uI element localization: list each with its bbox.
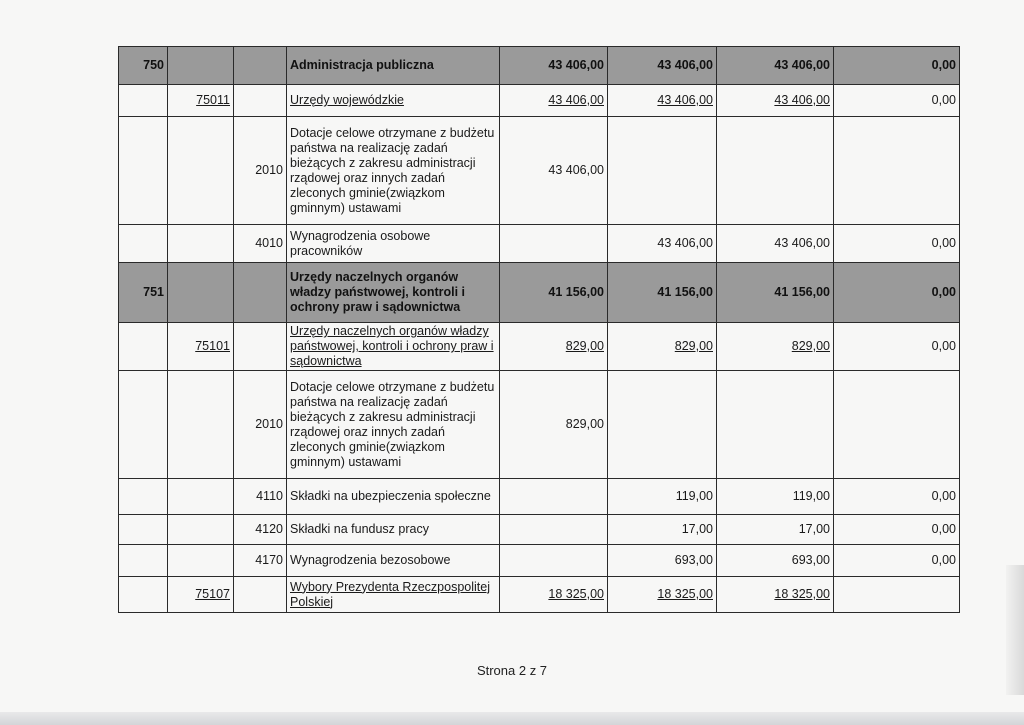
chapter-code-cell: [168, 515, 234, 545]
amount-3-cell: [717, 371, 834, 479]
description-cell: Urzędy naczelnych organów władzy państwowej, kontroli i ochrony praw i sądownictwa: [287, 263, 500, 323]
amount-3-cell: 693,00: [717, 545, 834, 577]
paragraph-code-cell: [234, 263, 287, 323]
amount-2-cell: 43 406,00: [608, 85, 717, 117]
description-cell: Składki na ubezpieczenia społeczne: [287, 479, 500, 515]
section-code-cell: [119, 225, 168, 263]
amount-2-cell: 43 406,00: [608, 47, 717, 85]
section-code-cell: [119, 515, 168, 545]
scan-bottom-band: [0, 712, 1024, 725]
amount-1-cell: [500, 515, 608, 545]
description-cell: Wynagrodzenia osobowe pracowników: [287, 225, 500, 263]
amount-4-cell: 0,00: [834, 263, 960, 323]
section-code-cell: 751: [119, 263, 168, 323]
section-code-cell: [119, 85, 168, 117]
item-row: [119, 515, 960, 545]
description-cell: Wynagrodzenia bezosobowe: [287, 545, 500, 577]
amount-1-cell: 829,00: [500, 323, 608, 371]
chapter-row: [119, 85, 960, 117]
amount-1-cell: 43 406,00: [500, 47, 608, 85]
chapter-code-cell: [168, 371, 234, 479]
section-row: [119, 263, 960, 323]
section-code-cell: [119, 371, 168, 479]
item-row: [119, 545, 960, 577]
chapter-code-cell: 75107: [168, 577, 234, 613]
amount-3-cell: 17,00: [717, 515, 834, 545]
amount-3-cell: 43 406,00: [717, 85, 834, 117]
amount-2-cell: 43 406,00: [608, 225, 717, 263]
paragraph-code-cell: 4010: [234, 225, 287, 263]
amount-2-cell: 119,00: [608, 479, 717, 515]
amount-2-cell: 829,00: [608, 323, 717, 371]
section-code-cell: [119, 479, 168, 515]
section-code-cell: 750: [119, 47, 168, 85]
amount-1-cell: 829,00: [500, 371, 608, 479]
item-row: [119, 225, 960, 263]
amount-4-cell: 0,00: [834, 479, 960, 515]
amount-4-cell: [834, 371, 960, 479]
paragraph-code-cell: 2010: [234, 371, 287, 479]
paragraph-code-cell: 4120: [234, 515, 287, 545]
amount-3-cell: [717, 117, 834, 225]
amount-2-cell: 41 156,00: [608, 263, 717, 323]
amount-3-cell: 119,00: [717, 479, 834, 515]
paragraph-code-cell: [234, 47, 287, 85]
paragraph-code-cell: [234, 85, 287, 117]
description-cell: Urzędy wojewódzkie: [287, 85, 500, 117]
paragraph-code-cell: 2010: [234, 117, 287, 225]
amount-4-cell: 0,00: [834, 545, 960, 577]
amount-4-cell: [834, 117, 960, 225]
section-row: [119, 47, 960, 85]
amount-2-cell: [608, 117, 717, 225]
amount-1-cell: 43 406,00: [500, 85, 608, 117]
paragraph-code-cell: [234, 577, 287, 613]
amount-1-cell: 43 406,00: [500, 117, 608, 225]
amount-4-cell: 0,00: [834, 85, 960, 117]
amount-4-cell: 0,00: [834, 515, 960, 545]
amount-3-cell: 43 406,00: [717, 47, 834, 85]
amount-3-cell: 18 325,00: [717, 577, 834, 613]
amount-1-cell: [500, 225, 608, 263]
chapter-code-cell: [168, 545, 234, 577]
amount-4-cell: 0,00: [834, 323, 960, 371]
chapter-code-cell: 75011: [168, 85, 234, 117]
description-cell: Administracja publiczna: [287, 47, 500, 85]
chapter-row: [119, 577, 960, 613]
amount-4-cell: [834, 577, 960, 613]
budget-table: [118, 46, 960, 613]
description-cell: Urzędy naczelnych organów władzy państwowej, kontroli i ochrony praw i sądownictwa: [287, 323, 500, 371]
description-cell: Dotacje celowe otrzymane z budżetu państwa na realizację zadań bieżących z zakresu administracji rządowej oraz innych zadań zleconych gminie(związkom gminnym) ustawami: [287, 117, 500, 225]
chapter-code-cell: [168, 479, 234, 515]
amount-4-cell: 0,00: [834, 47, 960, 85]
amount-4-cell: 0,00: [834, 225, 960, 263]
chapter-code-cell: [168, 263, 234, 323]
description-cell: Wybory Prezydenta Rzeczpospolitej Polskiej: [287, 577, 500, 613]
paragraph-code-cell: 4170: [234, 545, 287, 577]
description-cell: Dotacje celowe otrzymane z budżetu państwa na realizację zadań bieżących z zakresu administracji rządowej oraz innych zadań zleconych gminie(związkom gminnym) ustawami: [287, 371, 500, 479]
amount-1-cell: [500, 545, 608, 577]
amount-2-cell: [608, 371, 717, 479]
chapter-row: [119, 323, 960, 371]
chapter-code-cell: [168, 225, 234, 263]
amount-3-cell: 43 406,00: [717, 225, 834, 263]
amount-3-cell: 41 156,00: [717, 263, 834, 323]
section-code-cell: [119, 117, 168, 225]
amount-1-cell: 18 325,00: [500, 577, 608, 613]
description-cell: Składki na fundusz pracy: [287, 515, 500, 545]
amount-2-cell: 693,00: [608, 545, 717, 577]
scan-edge-shadow: [1006, 565, 1024, 695]
item-row: [119, 371, 960, 479]
section-code-cell: [119, 545, 168, 577]
chapter-code-cell: [168, 47, 234, 85]
amount-2-cell: 18 325,00: [608, 577, 717, 613]
chapter-code-cell: 75101: [168, 323, 234, 371]
section-code-cell: [119, 323, 168, 371]
section-code-cell: [119, 577, 168, 613]
amount-1-cell: [500, 479, 608, 515]
item-row: [119, 479, 960, 515]
amount-1-cell: 41 156,00: [500, 263, 608, 323]
amount-2-cell: 17,00: [608, 515, 717, 545]
amount-3-cell: 829,00: [717, 323, 834, 371]
page-number: Strona 2 z 7: [476, 663, 548, 678]
paragraph-code-cell: [234, 323, 287, 371]
chapter-code-cell: [168, 117, 234, 225]
paragraph-code-cell: 4110: [234, 479, 287, 515]
item-row: [119, 117, 960, 225]
